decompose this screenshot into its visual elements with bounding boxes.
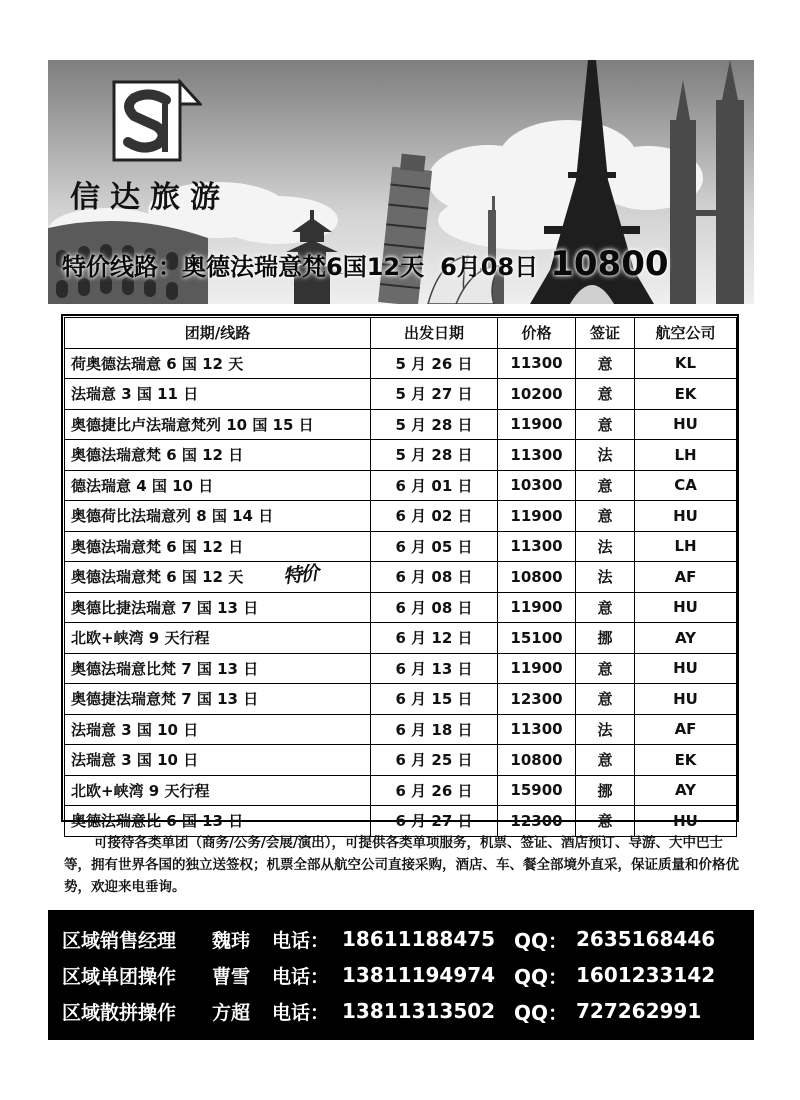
cell-airline: HU <box>635 806 737 837</box>
cell-date: 6 月 15 日 <box>371 684 498 715</box>
cell-visa: 意 <box>576 379 635 410</box>
header-visa: 签证 <box>576 318 635 349</box>
table-row <box>65 409 737 440</box>
qq-number[interactable]: 1601233142 <box>576 963 716 987</box>
cell-visa: 意 <box>576 409 635 440</box>
cell-price: 10300 <box>498 470 576 501</box>
headline-price: 10800 <box>550 244 669 284</box>
contact-row <box>62 960 715 990</box>
cell-visa: 意 <box>576 592 635 623</box>
table-row <box>65 714 737 745</box>
cell-airline: AF <box>635 714 737 745</box>
cell-route <box>65 623 371 654</box>
route-name: 奥德捷法瑞意梵 7 国 13 日 <box>71 690 259 709</box>
contact-role: 区域散拼操作 <box>62 1001 177 1024</box>
cell-price: 15100 <box>498 623 576 654</box>
contact-name: 曹雪 <box>212 965 251 988</box>
cell-route <box>65 501 371 532</box>
cell-date: 6 月 08 日 <box>371 592 498 623</box>
cell-date: 6 月 25 日 <box>371 745 498 776</box>
table-row <box>65 745 737 776</box>
route-name: 荷奥德法瑞意 6 国 12 天 <box>71 354 244 373</box>
cell-route <box>65 562 371 593</box>
table-row <box>65 775 737 806</box>
cell-date: 6 月 02 日 <box>371 501 498 532</box>
cell-visa: 意 <box>576 745 635 776</box>
cell-date: 6 月 13 日 <box>371 653 498 684</box>
qq-label: QQ： <box>514 964 569 989</box>
cell-airline: HU <box>635 592 737 623</box>
route-name: 奥德法瑞意梵 6 国 12 日 <box>71 446 244 465</box>
cell-visa: 法 <box>576 562 635 593</box>
cell-date: 5 月 28 日 <box>371 409 498 440</box>
cell-visa: 意 <box>576 348 635 379</box>
table-row <box>65 348 737 379</box>
table-row <box>65 379 737 410</box>
cell-visa: 法 <box>576 714 635 745</box>
cell-date: 6 月 05 日 <box>371 531 498 562</box>
table-row <box>65 623 737 654</box>
phone-number[interactable]: 13811194974 <box>342 963 496 987</box>
phone-label: 电话： <box>272 965 330 988</box>
cell-airline: HU <box>635 501 737 532</box>
cell-date: 6 月 18 日 <box>371 714 498 745</box>
headline-date: 6月08日 <box>440 253 539 281</box>
cell-route <box>65 684 371 715</box>
cell-date: 6 月 27 日 <box>371 806 498 837</box>
table-row <box>65 440 737 471</box>
service-notes: 可接待各类单团（商务/公务/会展/演出），可提供各类单项服务，机票、签证、酒店预订、导游、大中巴士等，拥有世界各国的独立送签权；机票全部从航空公司直接采购，酒店、车、餐全部境外直采，保证质量和价格优势，欢迎来电垂询。 <box>64 835 739 895</box>
table-row <box>65 562 737 593</box>
phone-label: 电话： <box>272 1001 330 1024</box>
contact-name: 魏玮 <box>212 929 251 952</box>
route-name: 法瑞意 3 国 10 日 <box>71 720 199 739</box>
cell-route <box>65 348 371 379</box>
table-header-row <box>65 318 737 349</box>
brand-logo <box>110 74 202 164</box>
cell-date: 5 月 26 日 <box>371 348 498 379</box>
cell-price: 15900 <box>498 775 576 806</box>
phone-label: 电话： <box>272 929 330 952</box>
cell-price: 11900 <box>498 409 576 440</box>
cell-price: 11900 <box>498 592 576 623</box>
cell-visa: 挪 <box>576 623 635 654</box>
route-name: 北欧+峡湾 9 天行程 <box>71 781 210 800</box>
route-name: 奥德法瑞意梵 6 国 12 天 <box>71 568 244 587</box>
headline-label: 特价线路： <box>62 253 182 281</box>
cell-visa: 法 <box>576 440 635 471</box>
cell-price: 11300 <box>498 348 576 379</box>
cell-price: 11300 <box>498 440 576 471</box>
cell-airline: HU <box>635 653 737 684</box>
table-row <box>65 684 737 715</box>
cell-price: 10800 <box>498 745 576 776</box>
contact-role: 区域销售经理 <box>62 929 177 952</box>
cell-visa: 挪 <box>576 775 635 806</box>
route-table <box>64 317 737 837</box>
cell-date: 5 月 27 日 <box>371 379 498 410</box>
contact-row <box>62 996 701 1026</box>
header-date: 出发日期 <box>371 318 498 349</box>
cell-date: 5 月 28 日 <box>371 440 498 471</box>
cell-airline: AF <box>635 562 737 593</box>
qq-number[interactable]: 2635168446 <box>576 927 716 951</box>
cell-airline: AY <box>635 623 737 654</box>
cell-route <box>65 745 371 776</box>
cell-visa: 意 <box>576 470 635 501</box>
cell-price: 12300 <box>498 684 576 715</box>
cell-price: 11900 <box>498 501 576 532</box>
cell-route <box>65 379 371 410</box>
special-price-tag: 特价 <box>282 562 319 588</box>
twin-towers <box>670 60 744 304</box>
cell-date: 6 月 08 日 <box>371 562 498 593</box>
cell-airline: HU <box>635 684 737 715</box>
phone-number[interactable]: 18611188475 <box>342 927 496 951</box>
cell-price: 10800 <box>498 562 576 593</box>
cell-price: 11900 <box>498 653 576 684</box>
cell-visa: 意 <box>576 806 635 837</box>
cell-airline: AY <box>635 775 737 806</box>
cell-route <box>65 653 371 684</box>
cell-route <box>65 714 371 745</box>
cell-route <box>65 440 371 471</box>
cell-airline: CA <box>635 470 737 501</box>
route-table-frame <box>61 314 739 831</box>
contact-row <box>62 924 715 954</box>
qq-label: QQ： <box>514 928 569 953</box>
route-name: 奥德比捷法瑞意 7 国 13 日 <box>71 598 259 617</box>
table-row <box>65 470 737 501</box>
cell-route <box>65 592 371 623</box>
cell-airline: EK <box>635 379 737 410</box>
cell-price: 10200 <box>498 379 576 410</box>
contact-panel <box>48 910 754 1040</box>
brand-name: 信达旅游 <box>70 180 230 215</box>
route-name: 法瑞意 3 国 10 日 <box>71 751 199 770</box>
qq-number[interactable]: 727262991 <box>576 999 702 1023</box>
table-row <box>65 592 737 623</box>
cell-visa: 法 <box>576 531 635 562</box>
cell-date: 6 月 01 日 <box>371 470 498 501</box>
route-name: 奥德法瑞意比梵 7 国 13 日 <box>71 659 259 678</box>
table-row <box>65 653 737 684</box>
cell-airline: KL <box>635 348 737 379</box>
cell-date: 6 月 12 日 <box>371 623 498 654</box>
route-name: 德法瑞意 4 国 10 日 <box>71 476 214 495</box>
cell-airline: LH <box>635 531 737 562</box>
cell-route <box>65 775 371 806</box>
route-name: 奥德捷比卢法瑞意梵列 10 国 15 日 <box>71 415 314 434</box>
cell-route <box>65 409 371 440</box>
headline-route: 奥德法瑞意梵6国12天 <box>182 253 425 281</box>
special-offer-headline <box>62 244 669 292</box>
banner <box>48 60 754 304</box>
qq-label: QQ： <box>514 1000 569 1025</box>
cell-date: 6 月 26 日 <box>371 775 498 806</box>
cell-airline: EK <box>635 745 737 776</box>
cell-price: 11300 <box>498 531 576 562</box>
table-row <box>65 501 737 532</box>
route-name: 奥德荷比法瑞意列 8 国 14 日 <box>71 507 274 526</box>
table-body <box>65 348 737 836</box>
cell-airline: HU <box>635 409 737 440</box>
route-name: 奥德法瑞意比 6 国 13 日 <box>71 812 244 831</box>
route-name: 法瑞意 3 国 11 日 <box>71 385 199 404</box>
phone-number[interactable]: 13811313502 <box>342 999 496 1023</box>
cell-price: 12300 <box>498 806 576 837</box>
cell-visa: 意 <box>576 653 635 684</box>
header-route: 团期/线路 <box>65 318 371 349</box>
header-price: 价格 <box>498 318 576 349</box>
route-name: 北欧+峡湾 9 天行程 <box>71 629 210 648</box>
cell-airline: LH <box>635 440 737 471</box>
cell-price: 11300 <box>498 714 576 745</box>
header-airline: 航空公司 <box>635 318 737 349</box>
table-row <box>65 531 737 562</box>
cell-route <box>65 531 371 562</box>
contact-role: 区域单团操作 <box>62 965 177 988</box>
contact-name: 方超 <box>212 1001 251 1024</box>
cell-visa: 意 <box>576 684 635 715</box>
cell-visa: 意 <box>576 501 635 532</box>
route-name: 奥德法瑞意梵 6 国 12 日 <box>71 537 244 556</box>
cell-route <box>65 470 371 501</box>
